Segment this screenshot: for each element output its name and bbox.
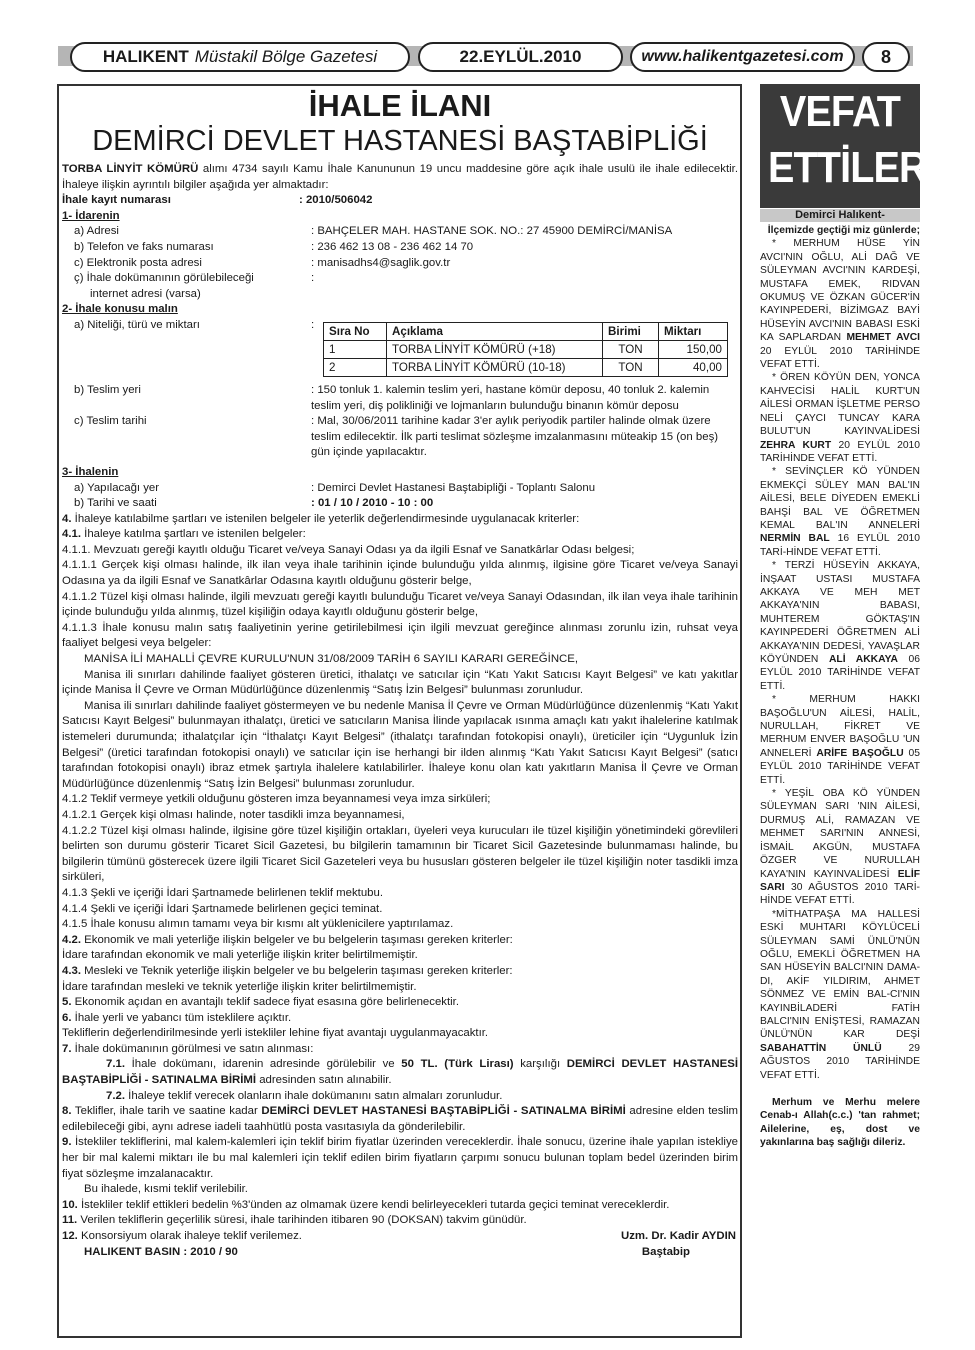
clause-4-2-text: Ekonomik ve mali yeterliğe ilişkin belgeler ve bu belgelerin taşıması gereken kriterler: (81, 933, 513, 946)
cell-sira: 2 (324, 358, 387, 376)
intro-text: alımı 4734 sayılı Kamu İhale Kanununun 19 uncu maddesine göre açık ihale usulü ile ihale edilecektir. İhaleye ilişkin ayrıntılı bilgiler aşağıda yer almaktadır: (62, 163, 738, 191)
deceased-name: NERMİN BAL (760, 533, 830, 545)
clause-4-1-1-3: 4.1.1.3 İhale konusu malın satış faaliyetinin yerine getirilebilmesi için ilgili mevzuat gereğince alınması zorunlu izin, ruhsat veya faaliyet belgesi veya belgeler: (62, 621, 738, 650)
clause-10-num: 10. (62, 1198, 78, 1211)
yer-label: a) Yapılacağı yer (74, 481, 160, 494)
issue-date: 22.EYLÜL.2010 (418, 42, 623, 72)
email-row (62, 256, 738, 272)
notice-title: İHALE İLANI (308, 88, 492, 123)
clause-12-num: 12. (62, 1230, 78, 1242)
doc-row (62, 271, 738, 302)
nitelik-label: a) Niteliği, türü ve miktarı (74, 318, 200, 331)
section-2-label: 2- İhale konusu malın (62, 303, 178, 316)
clause-8-office: DEMİRCİ DEVLET HASTANESİ BAŞTABİPLİĞİ - SATINALMA BİRİMİ (261, 1105, 626, 1118)
yer-row (62, 481, 738, 497)
signer-title: Baştabip (641, 1245, 690, 1258)
obituary-entry (760, 237, 920, 371)
entry-text: * MERHUM HAKKI BAŞOĞLU'UN AİLESİ, HALİL, NURULLAH, FİKRET VE MERHUM ENVER BAŞOĞLU 'UN ANNELERİ (760, 694, 920, 759)
clause-7-1-text-a: İhale dokümanı, idarenin adresinde görülebilir ve (125, 1058, 402, 1071)
items-table (323, 322, 728, 377)
entry-text: * TERZİ HÜSEYİN AKKAYA, İNŞAAT USTASI MUSTAFA AKKAYA VE MEH MET AKKAYA'NIN BABASI, MUHTEREM GÖKTAŞ'IN KAYINPEDERİ ÖĞRETMEN ALİ AKKAYA'NIN DEDESİ, YAVAŞLAR KÖYÜNDEN (760, 560, 920, 665)
clause-4-1-1: 4.1.1. Mevzuatı gereği kayıtlı olduğu Ticaret ve/veya Sanayi Odası ya da ilgili Esnaf ve Sanatkârlar Odası belgesi; (62, 543, 635, 556)
clause-7-2 (62, 1089, 738, 1105)
clause-7-text: İhale dokümanının görülmesi ve satın alınması: (71, 1042, 314, 1055)
obituary-entry (760, 559, 920, 693)
deceased-name: MEHMET AVCI (846, 332, 920, 344)
table-row (324, 358, 728, 376)
cell-aciklama: TORBA LİNYİT KÖMÜRÜ (10-18) (387, 358, 603, 376)
clause-4-1-text: İhaleye katılma şartları ve istenilen belgeler: (81, 528, 306, 541)
clause-7-1-office: DEMİRCİ DEVLET HASTANESİ BAŞTABİPLİĞİ - SATINALMA BİRİMİ (62, 1058, 738, 1087)
clause-11 (62, 1213, 738, 1229)
deceased-name: ARİFE BAŞOĞLU (816, 747, 904, 759)
col-birim: Birimi (603, 322, 659, 340)
clause-4-num: 4. (62, 512, 72, 525)
clause-11-num: 11. (62, 1214, 78, 1227)
clause-8 (62, 1104, 738, 1135)
clause-9-text: İstekliler tekliflerini, mal kalem-kalemleri için teklif birim fiyatlar üzerinden vereceklerdir. İhale sonucu, üzerine ihale yapılan istekliye her bir mal kalemi miktarı ile bu mal kalemleri için teklif edilen birim fiyatların çarpımı sonucu bulunan toplam bedel üzerinden birim fiyat sözleşme imzalanacaktır. (62, 1136, 738, 1180)
saat-label: b) Tarihi ve saati (74, 497, 157, 510)
yer-value: : Demirci Devlet Hastanesi Baştabipliği - Toplantı Salonu (311, 481, 596, 494)
entry-date: 29 AĞUSTOS 2010 TARİHİNDE VEFAT ETTİ. (760, 1042, 920, 1081)
section-3-title (62, 465, 738, 481)
clause-4-3-num: 4.3. (62, 964, 81, 977)
intro-subject: TORBA LİNYİT KÖMÜRÜ (62, 163, 199, 175)
clause-11-text: Verilen tekliflerin geçerlilik süresi, ihale tarihinden itibaren 90 (DOKSAN) takvim günüdür. (77, 1214, 527, 1227)
clause-9-num: 9. (62, 1136, 72, 1149)
clause-8-text-c: adresine elden teslim edilebileceği gibi, aynı adrese iadeli taahhütlü posta vasıtasıyla da gönderilebilir. (62, 1105, 738, 1133)
clause-6-text: İhale yerli ve yabancı tüm isteklilere açıktır. (71, 1011, 292, 1024)
clause-4-1-5: 4.1.5 İhale konusu alımın tamamı veya bir kısmı alt yüklenicilere yaptırılamaz. (62, 918, 454, 931)
section-1-label: 1- İdarenin (62, 209, 120, 222)
clause-6 (62, 1011, 738, 1027)
cell-birim: TON (603, 358, 659, 376)
clause-7-1-fee: 50 TL. (Türk Lirası) (401, 1058, 514, 1071)
entry-date: 06 EYLÜL 2010 TARİHİNDE VEFAT ETTİ. (760, 654, 920, 692)
clause-4-1-3: 4.1.3 Şekli ve içeriği İdari Şartnamede belirlenen teklif mektubu. (62, 886, 384, 899)
adres-label: a) Adresi (74, 225, 119, 238)
kayit-value: : 2010/506042 (299, 194, 373, 207)
entry-text: *MİTHATPAŞA MA HALLESİ ESKİ MUHTARI KÖYLÜCELİ SÜLEYMAN SAMİ ÜNLÜ'NÜN OĞLU, EMEKLİ ÖĞRETMEN HA SAN HÜSEYİN BALCI'NIN DAMA-DI, AKİF YILDIRIM, AHMET SÖNMEZ VE EMİN BAL-CI'NIN KAYINBİLADERİ FATİH BALCI'NIN ENİŞTESİ, RAMAZAN ÜNLÜ'NÜN KAR DEŞİ (760, 908, 920, 1041)
table-header-row (324, 322, 728, 340)
clause-5-num: 5. (62, 996, 72, 1009)
clause-4-text: İhaleye katılabilme şartları ve istenilen belgeler ile yeterlik değerlendirmesinde uygulanacak kriterler: (71, 512, 580, 525)
cell-aciklama: TORBA LİNYİT KÖMÜRÜ (+18) (387, 340, 603, 358)
clause-7-2-text: İhaleye teklif verecek olanların ihale dokümanını satın almaları zorunludur. (125, 1089, 503, 1102)
clause-7 (62, 1042, 738, 1058)
clause-4-2-num: 4.2. (62, 933, 81, 946)
doc-value: : (311, 272, 315, 285)
clause-5 (62, 995, 738, 1011)
saat-row (62, 496, 738, 512)
clause-6-note: Tekliflerin değerlendirilmesinde yerli istekliler lehine fiyat avantajı uygulanmayacaktır. (62, 1027, 489, 1040)
email-label: c) Elektronik posta adresi (74, 256, 202, 269)
doc-label-line1: ç) İhale dokümanının görülebileceği (74, 272, 254, 285)
table-row (324, 340, 728, 358)
entry-text: * ÖREN KÖYÜN DEN, YONCA KAHVECİSİ HALİL KURT'UN AİLESİ ORMAN İŞLETME PERSO NELİ ÇAYCI TUNCAY KARA BULUT'UN KAYINVALİDESİ (760, 372, 920, 438)
manisa-heading: MANİSA İLİ MAHALLİ ÇEVRE KURULU'NUN 31/08/2009 TARİH 6 SAYILI KARARI GEREĞİNCE, (84, 653, 579, 666)
clause-4-3-note: İdare tarafından mesleki ve teknik yeterliğe ilişkin kriter belirtilmemiştir. (62, 980, 417, 993)
clause-4-1-4: 4.1.4 Şekli ve içeriği İdari Şartnamede belirlenen geçici teminat. (62, 902, 383, 915)
clause-4-2-note: İdare tarafından ekonomik ve mali yeterliğe ilişkin kriter belirtilmemiştir. (62, 949, 418, 962)
clause-4-1-2: 4.1.2 Teklif vermeye yetkili olduğunu gösteren imza beyannamesi veya imza sirküleri; (62, 793, 491, 806)
signature-row-1 (62, 1229, 738, 1245)
cell-birim: TON (603, 340, 659, 358)
clause-7-num: 7. (62, 1042, 72, 1055)
clause-4-3-text: Mesleki ve Teknik yeterliğe ilişkin belgeler ve bu belgelerin taşıması gereken kriterler: (81, 964, 513, 977)
clause-4-2 (62, 933, 738, 949)
clause-4-1 (62, 527, 738, 543)
signer-name: Uzm. Dr. Kadir AYDIN (621, 1230, 736, 1242)
entry-date: 05 EYLÜL 2010 TARİHİNDE VEFAT ETTİ. (760, 747, 920, 786)
clause-4-3 (62, 964, 738, 980)
clause-7-1-num: 7.1. (106, 1058, 125, 1071)
press-code: HALIKENT BASIN : 2010 / 90 (84, 1245, 238, 1258)
obituary-entry (760, 465, 920, 559)
kayit-label: İhale kayıt numarası (62, 194, 171, 207)
page-number: 8 (862, 42, 910, 72)
obituary-intro: İlçemizde geçtiği miz günlerde; (767, 225, 920, 236)
clause-10 (62, 1198, 738, 1214)
entry-text: * MERHUM HÜSE YİN AVCI'NIN OĞLU, ALİ DAĞ VE SÜLEYMAN AVCI'NIN KARDEŞİ, MUSTAFA EMEK, RIDVAN OKUMUŞ VE ÖZKAN GÜCER'İN KAYINPEDERİ, BİZİMGAZ BAYİ HÜSEYİN AVCI'NIN BABASI ESKİ KA SAPLARDAN (760, 238, 920, 344)
cell-miktar: 40,00 (659, 358, 728, 376)
clause-12 (62, 1229, 302, 1245)
clause-9 (62, 1135, 738, 1182)
clause-10-text: İstekliler teklif ettikleri bedelin %3'ünden az olmamak üzere kendi belirleyecekleri tutarda geçici teminat vereceklerdir. (77, 1198, 670, 1211)
clause-7-1 (62, 1057, 738, 1088)
clause-6-num: 6. (62, 1011, 72, 1024)
clause-7-1-text-c: karşılığı (513, 1058, 567, 1071)
obituary-title-line2: ETTİLER (768, 143, 927, 192)
obituary-banner (760, 84, 927, 208)
intro-paragraph (62, 162, 738, 193)
manisa-paragraph-1: Manisa ili sınırları dahilinde faaliyet gösteren üretici, ithalatçı ve satıcılar için “Katı Yakıt Satıcısı Kayıt Belgesi” ve katı yakıtlar içinde Manisa İl Çevre ve Orman Müdürlüğünce düzenlenmiş “Satış İzin Belgesi” bulunması zorunludur. (62, 668, 738, 697)
nitelik-colon: : (311, 318, 315, 331)
col-aciklama: Açıklama (387, 322, 603, 340)
telefon-label: b) Telefon ve faks numarası (74, 240, 214, 253)
entry-date: 20 EYLÜL 2010 TARİHİNDE VEFAT ETTİ. (760, 345, 920, 371)
cell-miktar: 150,00 (659, 340, 728, 358)
obituary-entry (760, 787, 920, 908)
section-2-title (62, 302, 738, 318)
doc-label-line2: internet adresi (varsa) (90, 287, 201, 300)
manisa-paragraph-2: Manisa ili sınırları dahilinde faaliyet göstermeyen ve bu nedenle Manisa İl Çevre ve Orman Müdürlüğünce düzenlenmiş “Katı Yakıt Satıcısı Kayıt Belgesi” bulunmayan ithalatçı, üretici ve satıcıların Manisa İlinde yapılacak ısınma amaçlı katı yakıt ihalelerine katılmak istemeleri durumunda; ithalatçılar için “İthalatçı Kayıt Belgesi” (ithalatçı tarafından fotokopisi onaylı), üreticiler için “Uygunluk İzin Belgesi” (üretici tarafından fotokopisi onaylı) ve satıcılar için ise herhangi bir ilden alınmış “Katı Yakıt Satıcısı Kayıt Belgesi” (satıcı tarafından fotokopisi onaylı) ibraz etmek şartıyla ihalelere katılabilirler. İhaleye konu olan katı yakıtların Manisa İl Çevre ve Orman Müdürlüğünce düzenlenmiş “Satış İzin Belgesi” bulunması zorunludur. (62, 699, 738, 790)
cell-sira: 1 (324, 340, 387, 358)
obituary-column (760, 224, 920, 1150)
col-miktar: Miktarı (659, 322, 728, 340)
saat-value: : 01 / 10 / 2010 - 10 : 00 (311, 497, 434, 510)
adres-value: : BAHÇELER MAH. HASTANE SOK. NO.: 27 45900 DEMİRCİ/MANİSA (311, 225, 673, 238)
notice-subtitle: DEMİRCİ DEVLET HASTANESİ BAŞTABİPLİĞİ (92, 125, 708, 157)
clause-9-note: Bu ihalede, kısmi teklif verilebilir. (84, 1183, 248, 1196)
website-link[interactable]: www.halikentgazetesi.com (630, 42, 855, 72)
teslim-tarihi-value: : Mal, 30/06/2011 tarihine kadar 3'er aylık periyodik partiler halinde olmak üzere teslim edilecektir. İlk parti teslimat sözleşme imzalanmasını müteakip 15 (on beş) gün içinde yapılacaktır. (311, 415, 719, 459)
clause-12-text: Konsorsiyum olarak ihaleye teklif verilemez. (77, 1230, 302, 1242)
brand-tagline: Müstakil Bölge Gazetesi (194, 47, 378, 66)
entry-date: 16 EYLÜL 2010 TARİ-HİNDE VEFAT ETTİ. (760, 533, 921, 558)
clause-7-2-num: 7.2. (106, 1089, 125, 1102)
clause-4 (62, 512, 738, 528)
doc-label (62, 271, 311, 302)
kayit-row (62, 193, 738, 209)
obituary-title-line1: VEFAT (779, 87, 901, 136)
deceased-name: ELİF SARI (760, 868, 920, 893)
entry-text: * SEVİNÇLER KÖ YÜNDEN EKMEKÇİ SÜLEY MAN BAL'IN AİLESİ, BELE DİYEDEN EMEKLİ BAHŞİ BAL VE ÖĞRETMEN KEMAL BAL'IN ANNELERİ (760, 466, 920, 531)
teslim-yeri-row (62, 383, 738, 414)
teslim-yeri-value: : 150 tonluk 1. kalemin teslim yeri, hastane kömür deposu, 40 tonluk 2. kalemin teslim yeri, diş polikliniği ve lojmanların bulunduğu binanın kömür deposu (311, 383, 710, 412)
adres-row (62, 224, 738, 240)
condolence-message: Merhum ve Merhu melere Cenab-ı Allah(c.c.) 'tan rahmet; Ailelerine, eş, dost ve yakınlarına baş sağlığı dileriz. (760, 1097, 920, 1149)
obituary-source: Demirci Halıkent- (760, 209, 920, 222)
obituary-entry (760, 371, 920, 465)
email-value[interactable]: : manisadhs4@saglik.gov.tr (311, 256, 451, 269)
obituary-entry (760, 908, 920, 1082)
col-sira: Sıra No (324, 322, 387, 340)
telefon-value: : 236 462 13 08 - 236 462 14 70 (311, 240, 474, 253)
teslim-yeri-label: b) Teslim yeri (74, 383, 141, 396)
section-3-label: 3- İhalenin (62, 465, 119, 478)
clause-4-1-num: 4.1. (62, 528, 81, 541)
tender-notice (62, 86, 738, 1260)
newspaper-brand (70, 42, 410, 72)
clause-4-1-2-1: 4.1.2.1 Gerçek kişi olması halinde, noter tasdikli imza beyannamesi, (62, 808, 405, 821)
nitelik-row (62, 318, 738, 383)
teslim-tarihi-row (62, 414, 738, 461)
brand-name: HALIKENT (102, 47, 189, 66)
signature-row-2 (62, 1245, 738, 1261)
entry-text: * YEŞİL OBA KÖ YÜNDEN SÜLEYMAN SARI 'NIN AİLESİ, DURMUŞ ALİ, RAMAZAN VE MEHMET SARI'NIN ANNESİ, İSMAİL AKGÜN, MUSTAFA ÖZGER VE NURULLAH KAYA'NIN KAYINVALİDESİ (760, 788, 920, 880)
clause-4-1-1-2: 4.1.1.2 Tüzel kişi olması halinde, ilgili mevzuatı gereği kayıtlı bulunduğu Ticaret ve/veya Sanayi Odasından, ilk ilan veya ihale tarihinin içinde bulunduğu yılda alınmış, tüzel kişiliğin odaya kayıtlı olduğunu gösterir belge, (62, 590, 738, 619)
teslim-tarihi-label: c) Teslim tarihi (74, 415, 147, 428)
clause-8-text-a: Teklifler, ihale tarih ve saatine kadar (71, 1105, 262, 1118)
deceased-name: SABAHATTİN ÜNLÜ (760, 1042, 882, 1054)
clause-5-text: Ekonomik açıdan en avantajlı teklif sadece fiyat esasına göre belirlenecektir. (71, 996, 459, 1009)
deceased-name: ZEHRA KURT (760, 439, 832, 451)
entry-date: 20 EYLÜL 2010 TARİHİNDE VEFAT ETTİ. (760, 439, 920, 464)
clause-4-1-2-2: 4.1.2.2 Tüzel kişi olması halinde, ilgisine göre tüzel kişiliğin ortakları, üyeleri veya kurucuları ile tüzel kişiliğin yönetimindeki görevlileri belirten son durumu gösterir Ticaret Sicil Gazetesi, bu bilgilerin tamamının bir Ticaret Sicil Gazetesinde bulunmaması halinde, bu bilgilerin tümünü gösterecek üzere ilgili Ticaret Sicil Gazeteleri veya bu hususları gösteren belgeler ile tüzel kişiliğin noter tasdikli imza sirküleri, (62, 824, 738, 884)
entry-date: 30 AĞUSTOS 2010 TARİ-HİNDE VEFAT ETTİ. (760, 881, 920, 907)
items-table-wrap (321, 318, 738, 383)
deceased-name: ALİ AKKAYA (828, 654, 898, 665)
obituary-entry (760, 693, 920, 787)
section-1-title (62, 209, 738, 225)
clause-8-num: 8. (62, 1105, 72, 1118)
clause-4-1-1-1: 4.1.1.1 Gerçek kişi olması halinde, ilk ilan veya ihale tarihinin içinde bulunduğu yılda alınmış, ilgisine göre Ticaret ve/veya Sanayi Odasına ya da ilgili Esnaf ve Sanatkârlar Odasına kayıtlı olduğunu gösterir belge, (62, 559, 738, 588)
clause-7-1-text-e: adresinden satın alınabilir. (256, 1074, 392, 1087)
telefon-row (62, 240, 738, 256)
